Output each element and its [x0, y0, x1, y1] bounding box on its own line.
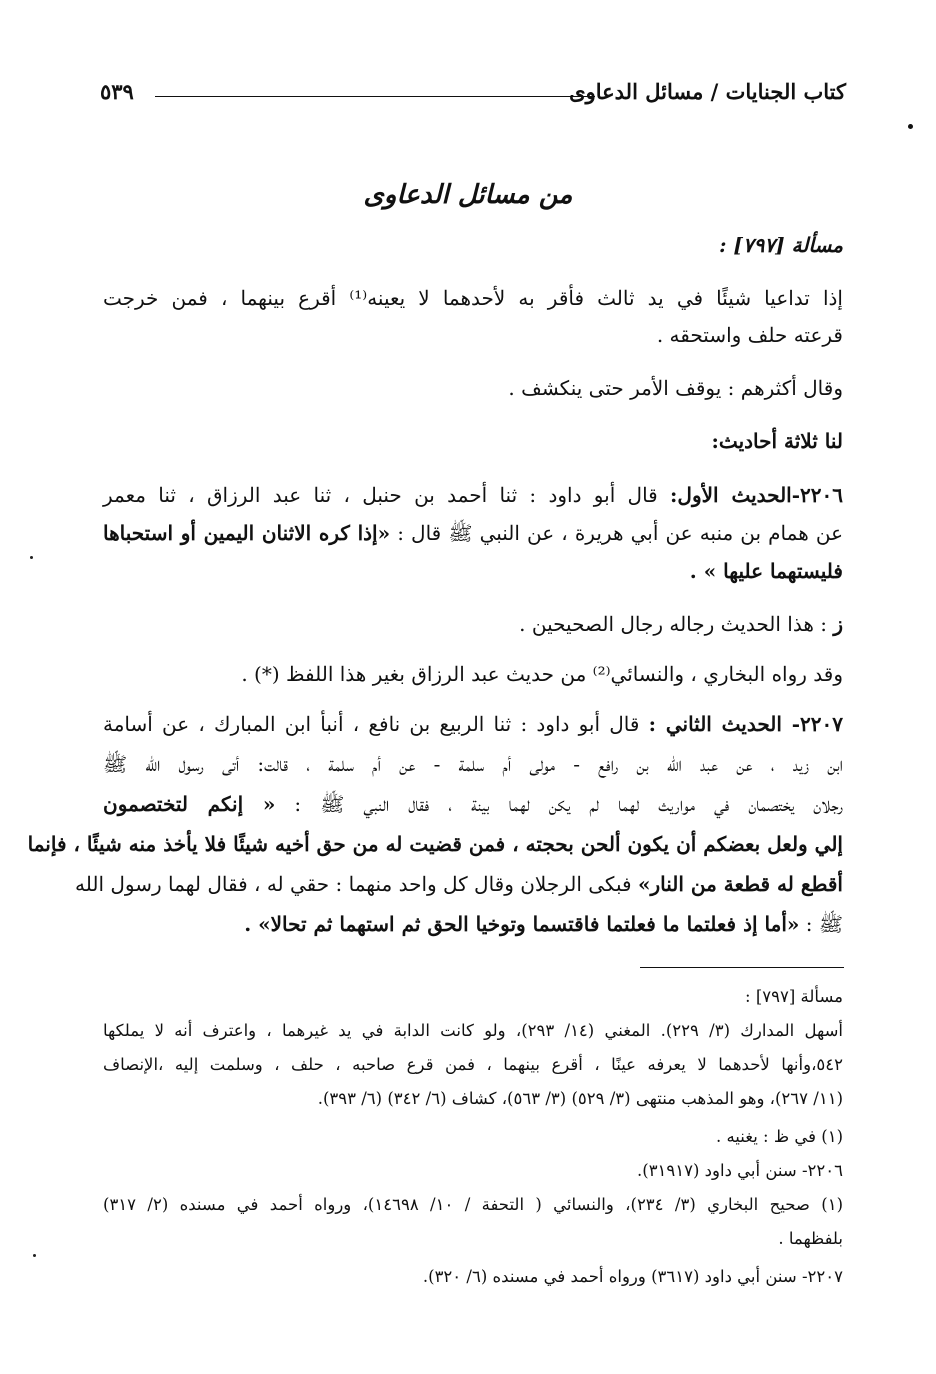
footnote-line: ٢٢٠٧- سنن أبي داود (٣٦١٧) ورواه أحمد في مسنده (٦/ ٣٢٠).	[422, 1267, 843, 1286]
scan-speck	[33, 1254, 36, 1257]
hadith-line	[103, 480, 843, 510]
comment-line	[519, 609, 843, 639]
text-line: قرعته حلف واستحقه .	[656, 323, 843, 347]
hadith-matn: أقطع له قطعة من النار»	[637, 872, 843, 896]
text-line: إذا تداعيا شيئًا في يد ثالث فأقر به لأحدهما لا يعينه⁽¹⁾ أقرع بينهما ، فمن خرجت	[103, 286, 843, 310]
footnote-line: (١١/ ٢٦٧)، وهو المذهب منتهى (٣/ ٥٢٩) (٣/ ٥٦٣)، كشاف (٦/ ٣٤٢) (٦/ ٣٩٣).	[317, 1089, 843, 1108]
hadith-line: ابن زيد ، عن عبد الله بن رافع - مولى أم سلمة - عن أم سلمة ، قالت: أتى رسول الله ﷺ	[103, 752, 843, 776]
margin-dot	[908, 124, 913, 129]
hadith-matn: «إذا كره الاثنان اليمين أو استحباها	[103, 521, 391, 545]
footnote-line: ٥٤٢،وأنها لأحدهما لا يعرفه عينًا ، أقرع بينهما ، فمن قرع صاحبه ، حلف ، وسلمت إليه ،الإنصاف	[103, 1055, 843, 1074]
hadith-matn: «أما إذ فعلتما ما فعلتما فاقتسما وتوخيا الحق ثم استهما ثم تحالا» .	[244, 912, 800, 936]
footnote-line: (١) صحيح البخاري (٣/ ٢٣٤)، والنسائي ( التحفة / ١٠/ ١٤٦٩٨)، ورواه أحمد في مسنده (٢/ ٣١٧)	[103, 1195, 844, 1214]
footnote-line: أسهل المدارك (٣/ ٢٢٩). المغني (١٤/ ٢٩٣)، ولو كانت الدابة في يد غيرهما ، واعترف أنه لا يملكها	[103, 1021, 844, 1040]
page-number: ٥٣٩	[100, 79, 134, 104]
hadith-text: رجلان يختصمان في مواريث لهما لم يكن لهما بينة ، فقال النبي ﷺ :	[294, 792, 844, 816]
hadith-line	[103, 789, 843, 819]
hadith-line	[103, 518, 843, 548]
running-header-title: كتاب الجنايات / مسائل الدعاوى	[569, 79, 846, 104]
footnote-rule	[640, 967, 844, 968]
hadith-number: ٢٢٠٦-الحديث الأول:	[670, 483, 843, 507]
hadith-number: ٢٢٠٧- الحديث الثاني :	[648, 712, 843, 736]
section-title: من مسائل الدعاوى	[363, 180, 573, 210]
hadith-line	[103, 709, 843, 739]
hadith-text: قال أبو داود : ثنا أحمد بن حنبل ، ثنا عبد الرزاق ، ثنا معمر	[103, 483, 658, 507]
comment-marker: ز	[833, 612, 843, 636]
header-rule	[155, 96, 595, 97]
hadith-text: فبكى الرجلان وقال كل واحد منهما : حقي له ، فقال لهما رسول الله	[75, 872, 632, 896]
scan-speck	[30, 556, 33, 559]
hadith-matn: « إنكم لتختصمون	[103, 792, 276, 816]
hadith-line	[75, 869, 843, 899]
hadith-text: عن همام بن منبه عن أبي هريرة ، عن النبي ﷺ قال :	[397, 521, 844, 545]
hadith-line	[244, 909, 843, 939]
footnote-line: مسألة [٧٩٧] :	[745, 987, 843, 1006]
hadith-text: قال أبو داود : ثنا الربيع بن نافع ، أنبأ ابن المبارك ، عن أسامة	[103, 712, 640, 736]
footnote-line: (١) في ظ : يغنيه .	[715, 1127, 843, 1146]
text-line: وقد رواه البخاري ، والنسائي⁽²⁾ من حديث عبد الرزاق بغير هذا اللفظ (*) .	[241, 662, 843, 686]
hadith-line: إلي ولعل بعضكم أن يكون ألحن بحجته ، فمن قضيت له من حق أخيه شيئًا فلا يأخذ منه شيئًا ، فإنما	[27, 832, 843, 856]
footnote-line: ٢٢٠٦- سنن أبي داود (٣١٩١٧).	[637, 1161, 843, 1180]
subheading: لنا ثلاثة أحاديث:	[711, 429, 843, 453]
hadith-text: ﷺ :	[805, 912, 843, 936]
text-line: وقال أكثرهم : يوقف الأمر حتى ينكشف .	[508, 376, 843, 400]
masala-label: مسألة [٧٩٧] :	[719, 233, 843, 257]
footnote-line: بلفظهما .	[778, 1229, 843, 1248]
hadith-line: فليستهما عليها » .	[689, 559, 843, 583]
comment-text: : هذا الحديث رجاله رجال الصحيحين .	[519, 612, 827, 636]
